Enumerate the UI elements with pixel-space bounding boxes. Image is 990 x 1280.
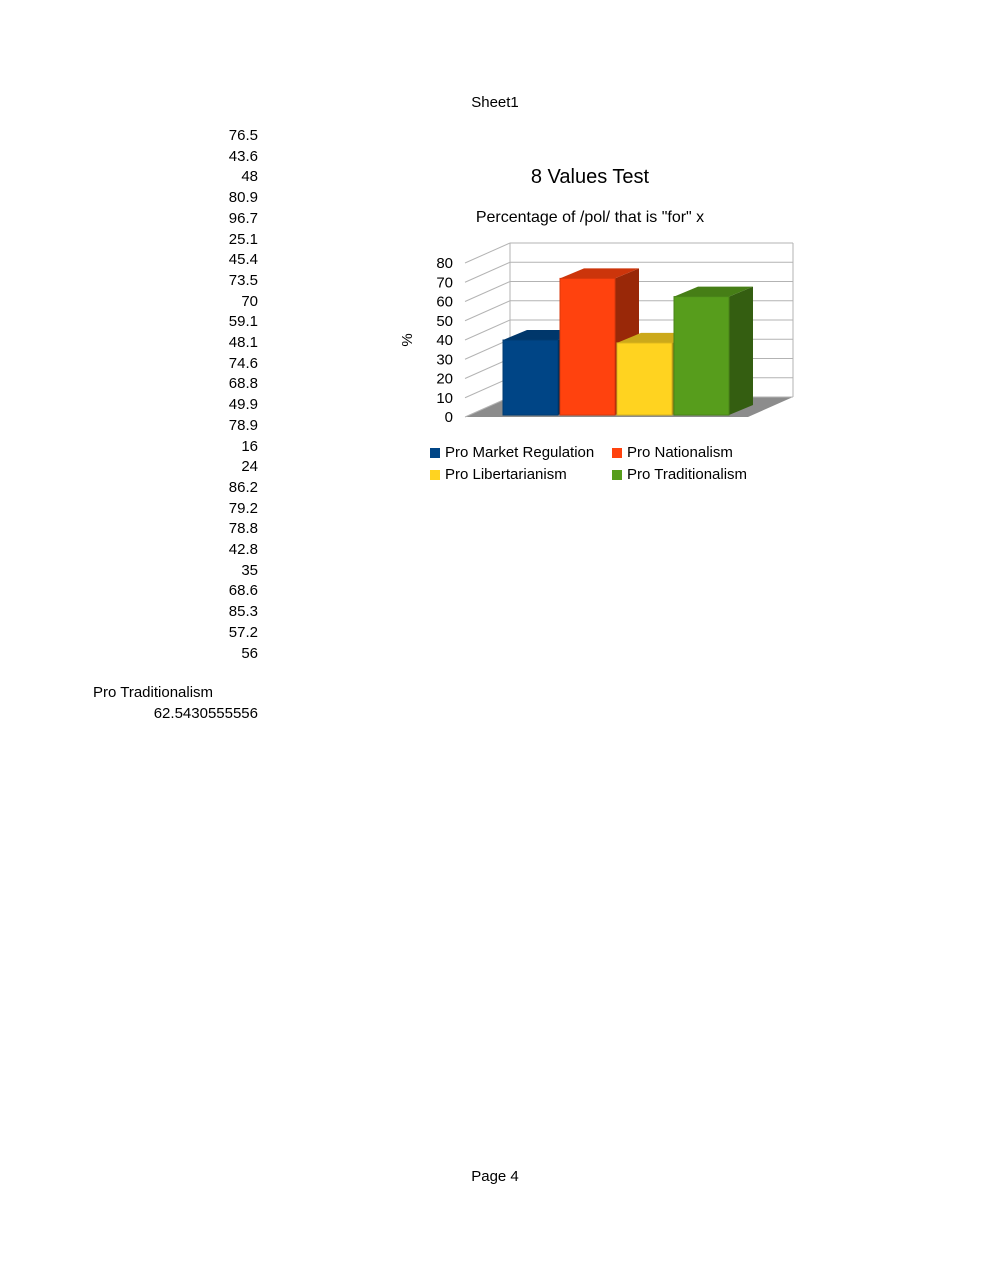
- cell-value: 78.8: [228, 520, 258, 538]
- cell-value: 45.4: [228, 251, 258, 269]
- bar-side: [729, 287, 753, 415]
- legend-label: Pro Market Regulation: [445, 444, 595, 461]
- y-tick-label: 20: [436, 370, 453, 388]
- bar: [560, 278, 615, 415]
- cell-value: 68.8: [228, 375, 258, 393]
- bar: [503, 340, 558, 415]
- cell-value: 48.1: [228, 334, 258, 352]
- y-tick-label: 30: [436, 351, 453, 369]
- bar: [617, 343, 672, 415]
- cell-value: 79.2: [228, 499, 258, 517]
- cell-value: 24: [241, 458, 258, 476]
- cell-value: 16: [241, 437, 258, 455]
- cell-value: 96.7: [228, 209, 258, 227]
- gridline-side: [465, 262, 510, 282]
- y-tick-label: 60: [436, 293, 453, 311]
- cell-value: 56: [241, 644, 258, 662]
- legend-swatch: [612, 470, 622, 480]
- cell-value: 42.8: [228, 541, 258, 559]
- y-axis-label: %: [399, 333, 416, 347]
- cell-value: 49.9: [228, 396, 258, 414]
- y-tick-label: 70: [436, 274, 453, 292]
- legend-swatch: [612, 448, 622, 458]
- cell-value: 25.1: [228, 230, 258, 248]
- sheet-header: Sheet1: [471, 94, 519, 111]
- chart-subtitle: Percentage of /pol/ that is "for" x: [475, 209, 705, 226]
- cell-value: 76.5: [228, 127, 258, 144]
- cell-value: 85.3: [228, 603, 258, 621]
- legend-label: Pro Traditionalism: [627, 466, 748, 483]
- cell-value: 43.6: [228, 147, 258, 165]
- legend-swatch: [430, 470, 440, 480]
- cell-value: 86.2: [228, 478, 258, 496]
- y-tick-label: 80: [436, 255, 453, 272]
- cell-value: 80.9: [228, 189, 258, 207]
- cell-value: 70: [241, 292, 258, 310]
- legend-swatch: [430, 448, 440, 458]
- values-column: [150, 126, 258, 664]
- legend-label: Pro Nationalism: [627, 444, 733, 461]
- gridline-side: [465, 243, 510, 263]
- summary-label: Pro Traditionalism: [93, 684, 214, 701]
- y-tick-label: 40: [436, 332, 453, 349]
- bar: [674, 297, 729, 415]
- cell-value: 59.1: [228, 313, 258, 331]
- gridline-side: [465, 320, 510, 340]
- gridline-side: [465, 301, 510, 321]
- page-footer: Page 4: [471, 1168, 519, 1185]
- cell-value: 78.9: [228, 416, 258, 434]
- cell-value: 57.2: [228, 623, 258, 641]
- y-tick-label: 10: [436, 389, 453, 407]
- legend-label: Pro Libertarianism: [445, 466, 567, 483]
- cell-value: 68.6: [228, 582, 258, 600]
- cell-value: 73.5: [228, 271, 258, 289]
- summary-value: 62.5430555556: [153, 705, 258, 722]
- cell-value: 74.6: [228, 354, 258, 372]
- y-tick-label: 0: [444, 409, 453, 426]
- gridline-side: [465, 282, 510, 302]
- y-tick-label: 50: [436, 312, 453, 330]
- bar-chart: [395, 235, 805, 440]
- legend-item: [612, 465, 770, 484]
- legend-item: [430, 465, 612, 484]
- chart-legend: [430, 443, 770, 484]
- legend-item: [430, 443, 612, 462]
- legend-item: [612, 443, 770, 462]
- chart-title: 8 Values Test: [530, 166, 650, 188]
- cell-value: 48: [241, 168, 258, 186]
- cell-value: 35: [241, 561, 258, 579]
